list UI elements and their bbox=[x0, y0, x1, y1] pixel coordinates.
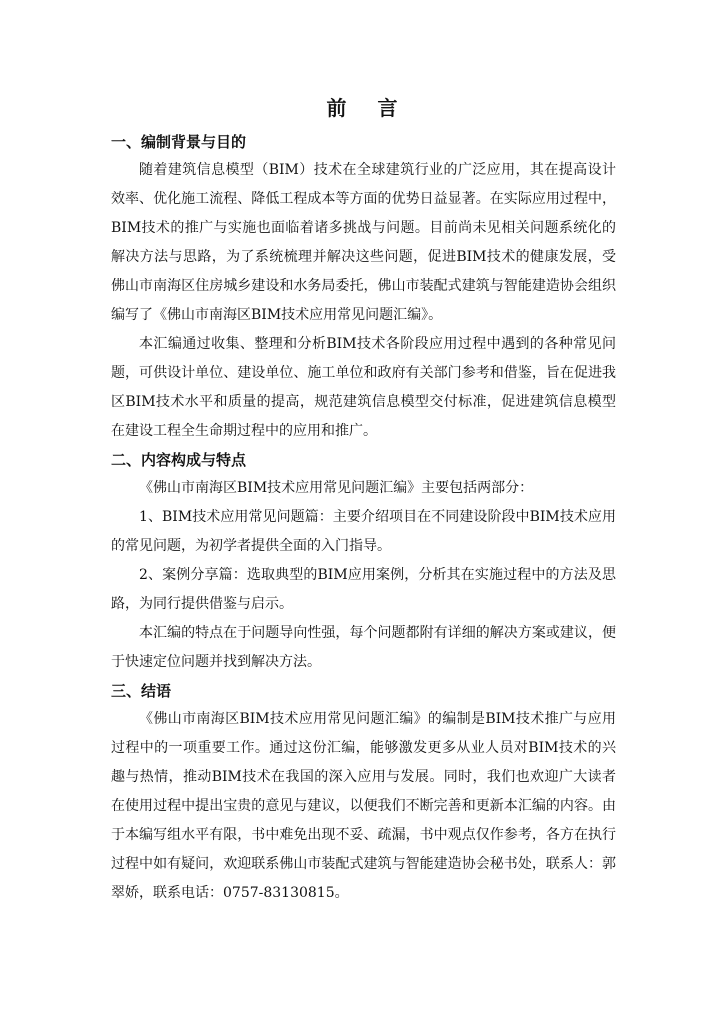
section-heading-background: 一、编制背景与目的 bbox=[111, 133, 247, 151]
page-title: 前 言 bbox=[326, 96, 410, 120]
paragraph: 《佛山市南海区BIM技术应用常见问题汇编》主要包括两部分： bbox=[139, 480, 534, 496]
paragraph: 《佛山市南海区BIM技术应用常见问题汇编》的编制是BIM技术推广与应用过程中的一项重要工作。通过这份汇编，能够激发更多从业人员对BIM技术的兴趣与热情，推动BIM技术在我国的深入应用与发展。同时，我们也欢迎广大读者在使用过程中提出宝贵的意见与建议，以便我们不断完善和更新本汇编的内容。由于本编写组水平有限，书中难免出现不妥、疏漏，书中观点仅作参考，各方在执行过程中如有疑问，欢迎联系佛山市装配式建筑与智能建造协会秘书处，联系人：郭翠娇，联系电话：0757-83130815。 bbox=[111, 711, 616, 901]
document-body bbox=[111, 128, 616, 908]
section-heading-conclusion: 三、结语 bbox=[111, 682, 172, 700]
paragraph: 随着建筑信息模型（BIM）技术在全球建筑行业的广泛应用，其在提高设计效率、优化施工流程、降低工程成本等方面的优势日益显著。在实际应用过程中，BIM技术的推广与实施也面临着诸多挑战与问题。目前尚未见相关问题系统化的解决方法与思路，为了系统梳理并解决这些问题，促进BIM技术的健康发展，受佛山市南海区住房城乡建设和水务局委托，佛山市装配式建筑与智能建造协会组织编写了《佛山市南海区BIM技术应用常见问题汇编》。 bbox=[111, 162, 616, 323]
paragraph: 本汇编的特点在于问题导向性强，每个问题都附有详细的解决方案或建议，便于快速定位问题并找到解决方法。 bbox=[111, 625, 616, 670]
paragraph: 本汇编通过收集、整理和分析BIM技术各阶段应用过程中遇到的各种常见问题，可供设计单位、建设单位、施工单位和政府有关部门参考和借鉴，旨在促进我区BIM技术水平和质量的提高，规范建筑信息模型交付标准，促进建筑信息模型在建设工程全生命期过程中的应用和推广。 bbox=[111, 336, 616, 439]
paragraph: 1、BIM技术应用常见问题篇：主要介绍项目在不同建设阶段中BIM技术应用的常见问题，为初学者提供全面的入门指导。 bbox=[111, 509, 616, 554]
paragraph: 2、案例分享篇：选取典型的BIM应用案例，分析其在实施过程中的方法及思路，为同行提供借鉴与启示。 bbox=[111, 567, 616, 612]
section-heading-contents: 二、内容构成与特点 bbox=[111, 451, 247, 469]
